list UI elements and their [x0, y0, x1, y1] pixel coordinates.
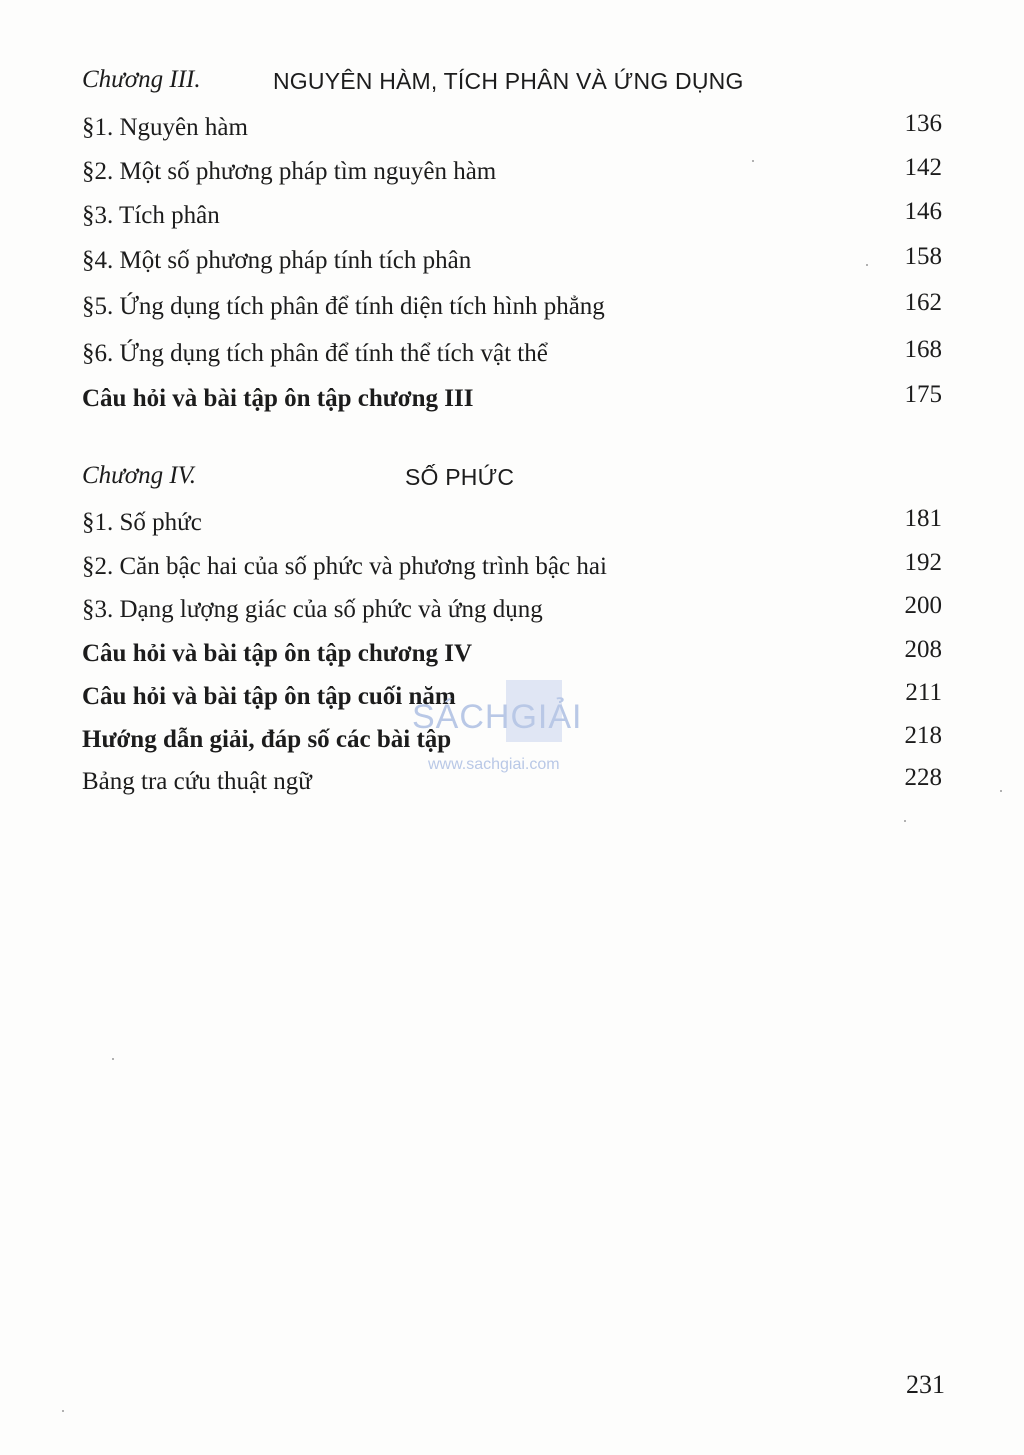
chapter-4-label: Chương IV. [82, 462, 197, 489]
toc-entry-title: §6. Ứng dụng tích phân để tính thể tích vật thể [82, 340, 548, 367]
toc-entry-page: 158 [904, 243, 942, 270]
toc-entry-title: §1. Nguyên hàm [82, 114, 248, 141]
toc-entry-page: 162 [904, 289, 942, 316]
chapter-3-title: NGUYÊN HÀM, TÍCH PHÂN VÀ ỨNG DỤNG [273, 68, 744, 94]
toc-entry-page: 146 [904, 198, 942, 225]
toc-entry-title: §1. Số phức [82, 509, 202, 536]
scan-speck [866, 264, 868, 266]
scan-speck [62, 1410, 64, 1412]
scan-speck [1000, 790, 1002, 792]
toc-entry-title: §3. Dạng lượng giác của số phức và ứng dụng [82, 596, 543, 623]
toc-entry-page: 142 [904, 154, 942, 181]
toc-entry-title: Câu hỏi và bài tập ôn tập cuối năm [82, 683, 456, 710]
toc-entry-page: 208 [904, 636, 942, 663]
scan-speck [904, 820, 906, 822]
watermark-url: www.sachgiai.com [428, 756, 560, 773]
toc-entry-title: §2. Một số phương pháp tìm nguyên hàm [82, 158, 497, 185]
toc-entry-page: 218 [904, 722, 942, 749]
toc-entry-page: 211 [905, 679, 942, 706]
chapter-4-heading [82, 462, 942, 502]
toc-entry-title: §3. Tích phân [82, 202, 220, 229]
toc-entry-page: 136 [904, 110, 942, 137]
toc-entry-page: 168 [904, 336, 942, 363]
toc-row[interactable] [82, 198, 942, 236]
toc-row[interactable] [82, 549, 942, 587]
toc-entry-title: Bảng tra cứu thuật ngữ [82, 768, 312, 795]
toc-row[interactable] [82, 243, 942, 281]
toc-entry-page: 228 [904, 764, 942, 791]
scan-speck [752, 160, 754, 162]
chapter-3-heading [82, 66, 942, 106]
toc-entry-title: §5. Ứng dụng tích phân để tính diện tích hình phẳng [82, 293, 605, 320]
toc-row[interactable] [82, 505, 942, 543]
toc-entry-page: 200 [904, 592, 942, 619]
toc-entry-title: Hướng dẫn giải, đáp số các bài tập [82, 726, 452, 753]
toc-entry-page: 192 [904, 549, 942, 576]
toc-row[interactable] [82, 154, 942, 192]
chapter-3-label: Chương III. [82, 66, 201, 93]
toc-row[interactable] [82, 592, 942, 630]
watermark [410, 680, 620, 780]
scan-speck [112, 1058, 114, 1060]
toc-entry-title: §2. Căn bậc hai của số phức và phương trình bậc hai [82, 553, 607, 580]
toc-entry-page: 181 [904, 505, 942, 532]
toc-entry-title: §4. Một số phương pháp tính tích phân [82, 247, 472, 274]
watermark-text: SÁCHGIẢI [412, 698, 583, 736]
toc-row[interactable] [82, 336, 942, 374]
toc-entry-title: Câu hỏi và bài tập ôn tập chương IV [82, 640, 473, 667]
chapter-4-title: SỐ PHỨC [405, 464, 515, 490]
toc-entry-title: Câu hỏi và bài tập ôn tập chương III [82, 385, 474, 412]
toc-row[interactable] [82, 110, 942, 148]
toc-row[interactable] [82, 381, 942, 419]
toc-entry-page: 175 [904, 381, 942, 408]
toc-row[interactable] [82, 289, 942, 327]
toc-row[interactable] [82, 636, 942, 674]
page-number: 231 [906, 1370, 945, 1399]
